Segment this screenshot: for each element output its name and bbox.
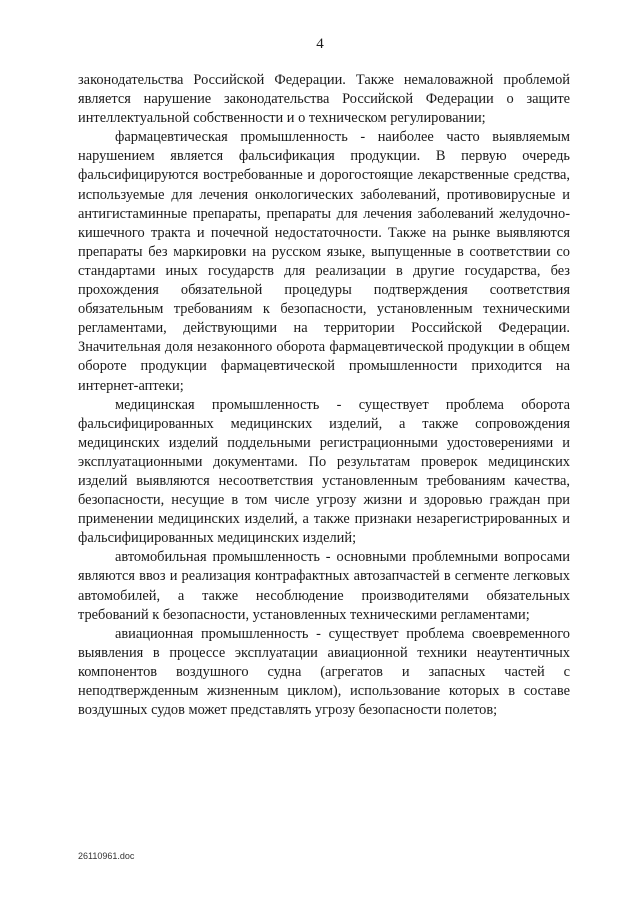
document-body — [78, 71, 570, 720]
paragraph-aviation-industry: авиационная промышленность - существует проблема своевременного выявления в процессе эксплуатации авиационной техники неаутентичных компонентов воздушного судна (агрегатов и запасных частей с неподтвержденным жизненным циклом), использование которых в составе воздушных судов может представлять угрозу безопасности полетов; — [78, 625, 570, 719]
paragraph-pharmaceutical-industry: фармацевтическая промышленность - наиболее часто выявляемым нарушением является фальсификация продукции. В первую очередь фальсифицируются востребованные и дорогостоящие лекарственные средства, используемые для лечения онкологических заболеваний, противовирусные и антигистаминные препараты, препараты для лечения заболеваний желудочно-кишечного тракта и почечной недостаточности. Также на рынке выявляются препараты без маркировки на русском языке, выпущенные в соответствии со стандартами иных государств для реализации в другие государства, без прохождения обязательной процедуры подтверждения соответствия обязательным требованиям к безопасности, установленным техническими регламентами, действующими на территории Российской Федерации. Значительная доля незаконного оборота фармацевтической продукции в общем обороте продукции фармацевтической промышленности приходится на интернет-аптеки; — [78, 129, 570, 394]
paragraph-automotive-industry: автомобильная промышленность - основными проблемными вопросами являются ввоз и реализация контрафактных автозапчастей в сегменте легковых автомобилей, а также несоблюдение производителями обязательных требований к безопасности, установленных техническими регламентами; — [78, 549, 570, 623]
paragraph-medical-industry: медицинская промышленность - существует проблема оборота фальсифицированных медицинских изделий, а также сопровождения медицинских изделий поддельными регистрационными удостоверениями и эксплуатационными документами. По результатам проверок медицинских изделий выявляются несоответствия установленным требованиям качества, безопасности, несущие в том числе угрозу жизни и здоровью граждан при применении медицинских изделий, а также признаки незарегистрированных и фальсифицированных медицинских изделий; — [78, 396, 570, 547]
paragraph-continuation: законодательства Российской Федерации. Также немаловажной проблемой является нарушение законодательства Российской Федерации о защите интеллектуальной собственности и о техническом регулировании; — [78, 72, 570, 127]
footer-filename: 26110961.doc — [78, 851, 135, 861]
page-number: 4 — [316, 36, 324, 52]
